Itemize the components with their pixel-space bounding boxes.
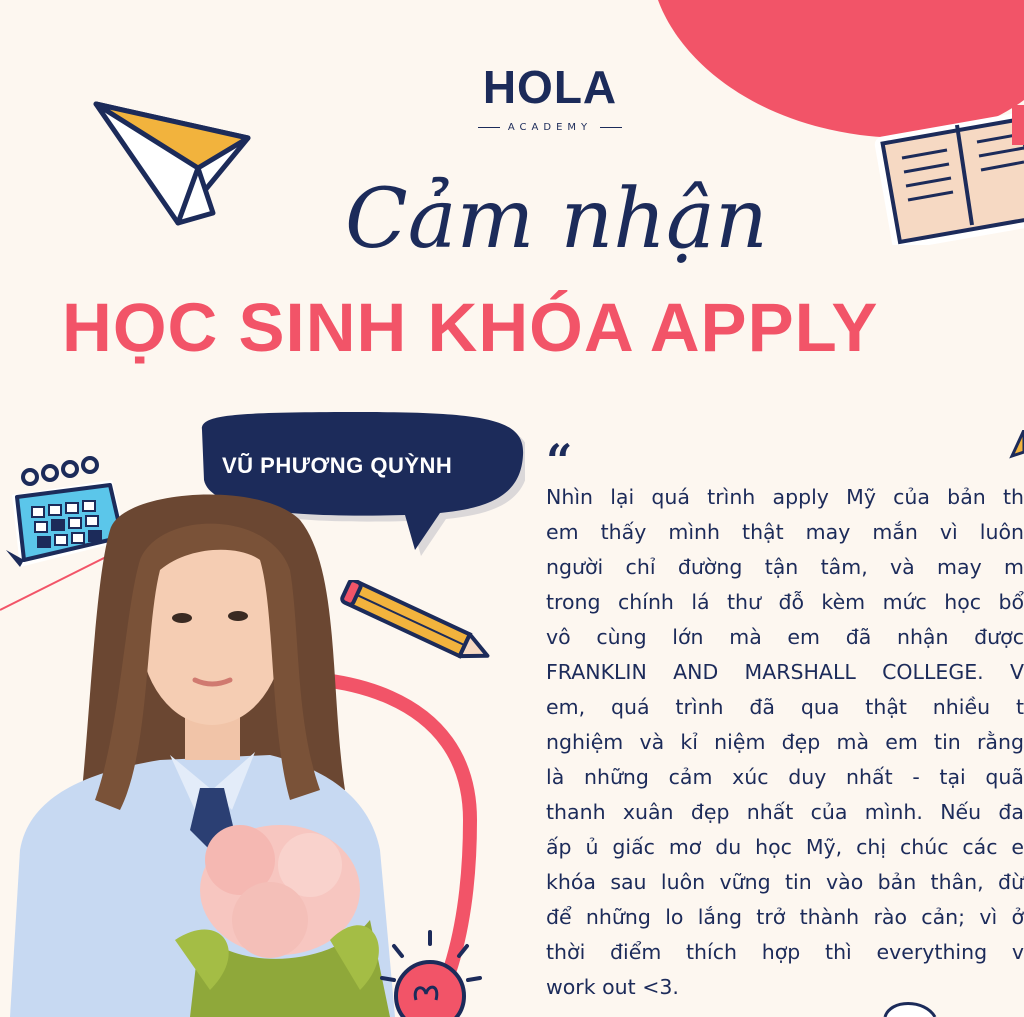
pencil-tip-icon: [1008, 430, 1024, 460]
testimonial-line: vô cùng lớn mà em đã nhận được: [546, 625, 1024, 649]
open-book-icon: [872, 100, 1024, 245]
logo-subtext: [470, 122, 630, 133]
lightbulb-icon: [372, 928, 492, 1017]
testimonial-line: work out <3.: [546, 975, 679, 999]
student-photo: [0, 490, 410, 1017]
testimonial-text: [546, 480, 1024, 1000]
divider: [600, 127, 622, 128]
logo-text: HOLA: [482, 61, 618, 113]
testimonial-line: là những cảm xúc duy nhất - tại quã: [546, 765, 1024, 789]
testimonial-line: trong chính lá thư đỗ kèm mức học bổ: [546, 590, 1024, 614]
testimonial-line: thời điểm thích hợp thì everything v: [546, 940, 1024, 964]
student-name: VŨ PHƯƠNG QUỲNH: [222, 453, 453, 478]
testimonial-line: FRANKLIN AND MARSHALL COLLEGE. V: [546, 660, 1024, 684]
testimonial-line: khóa sau luôn vững tin vào bản thân, đừ: [546, 870, 1024, 894]
testimonial-line: người chỉ đường tận tâm, và may m: [546, 555, 1024, 579]
brand-logo: [470, 62, 630, 133]
testimonial-line: em, quá trình đã qua thật nhiều t: [546, 695, 1024, 719]
testimonial-line: thanh xuân đẹp nhất của mình. Nếu đa: [546, 800, 1024, 824]
testimonial-line: em thấy mình thật may mắn vì luôn: [546, 520, 1024, 544]
logo-subtext-label: ACADEMY: [507, 122, 593, 133]
divider: [478, 127, 500, 128]
testimonial-line: ấp ủ giấc mơ du học Mỹ, chị chúc các e: [546, 835, 1024, 859]
quote-mark: “: [546, 434, 573, 488]
script-title: Cảm nhận: [345, 172, 768, 267]
testimonial-line: nghiệm và kỉ niệm đẹp mà em tin rằng: [546, 730, 1024, 754]
testimonial-line: Nhìn lại quá trình apply Mỹ của bản th: [546, 485, 1024, 509]
page-title: HỌC SINH KHÓA APPLY: [62, 289, 879, 366]
paper-plane-icon: [88, 98, 258, 228]
testimonial-line: để những lo lắng trở thành rào cản; vì ở: [546, 905, 1024, 929]
